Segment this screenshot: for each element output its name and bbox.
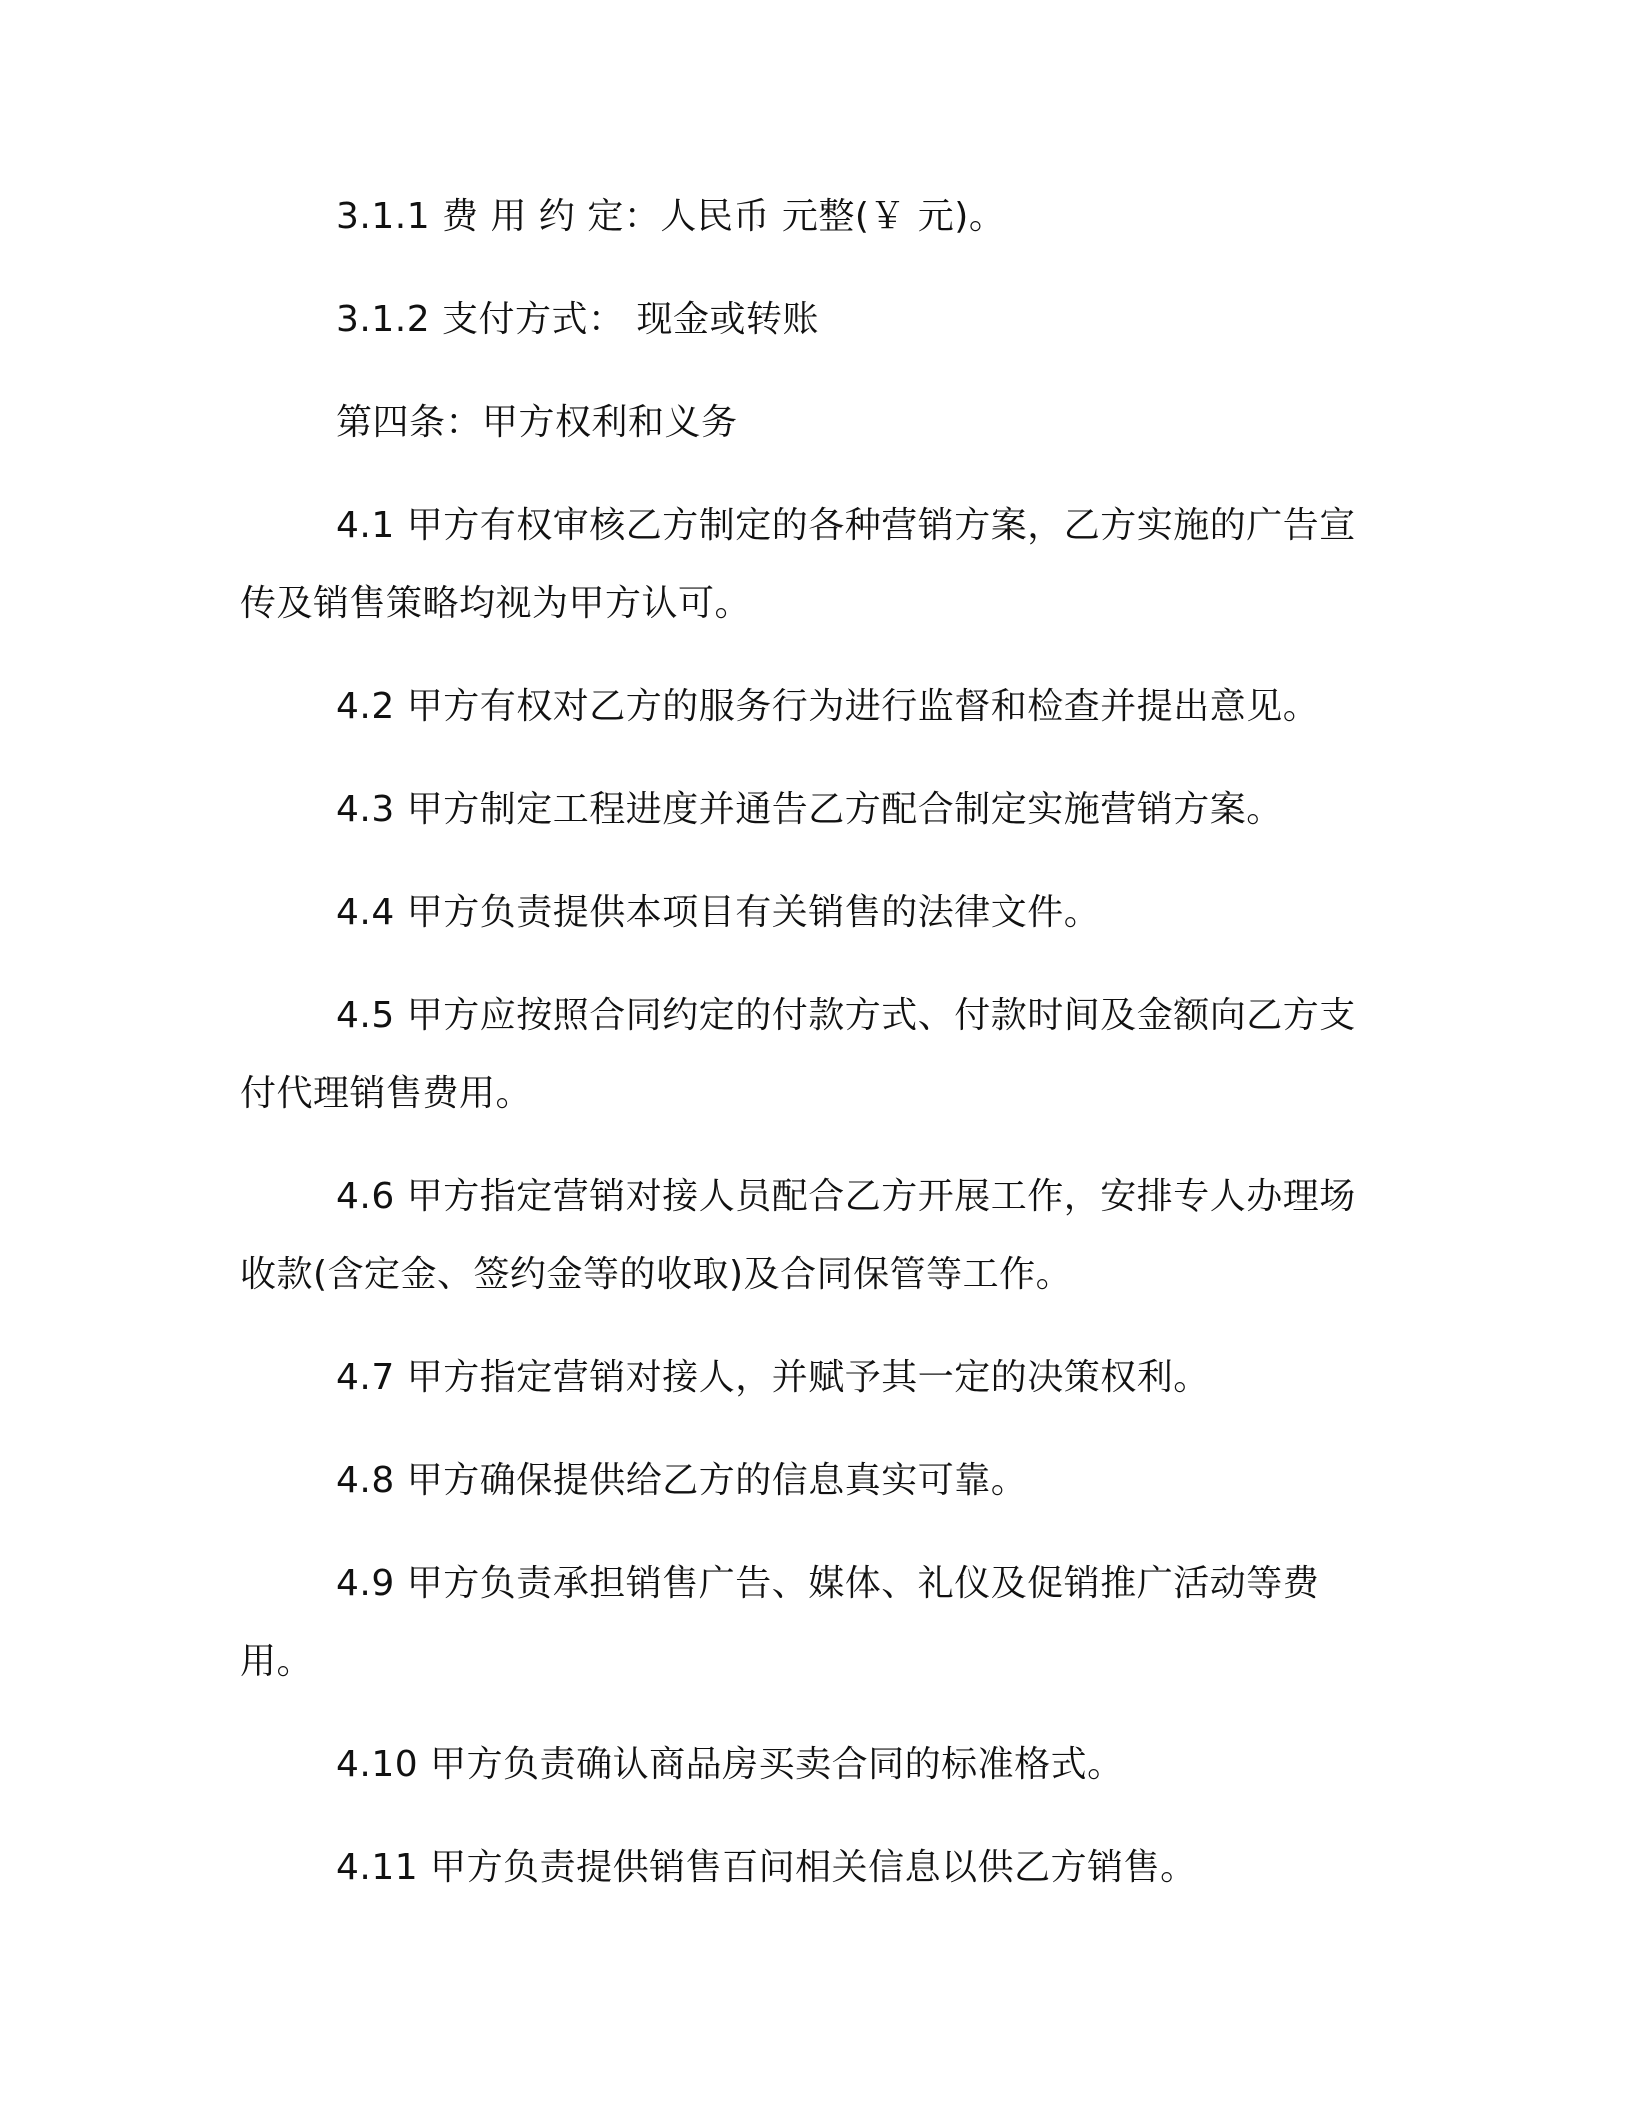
paragraph-gap — [240, 849, 1380, 874]
clause-4-9: 4.9 甲方负责承担销售广告、媒体、礼仪及促销推广活动等费用。 — [240, 1563, 1320, 1682]
paragraph-gap — [240, 462, 1380, 487]
clause-4-4: 4.4 甲方负责提供本项目有关销售的法律文件。 — [336, 892, 1101, 933]
paragraph-gap — [240, 952, 1380, 977]
paragraph-gap — [240, 746, 1380, 771]
clause-4-2: 4.2 甲方有权对乙方的服务行为进行监督和检查并提出意见。 — [336, 686, 1320, 727]
paragraph-gap — [240, 359, 1380, 384]
clause-4-5: 4.5 甲方应按照合同约定的付款方式、付款时间及金额向乙方支付代理销售费用。 — [240, 995, 1356, 1114]
clause-3-1-2: 3.1.2 支付方式： 现金或转账 — [336, 299, 819, 340]
clause-4-6: 4.6 甲方指定营销对接人员配合乙方开展工作，安排专人办理场收款(含定金、签约金等的收取)及合同保管等工作。 — [240, 1176, 1356, 1295]
clause-4-10: 4.10 甲方负责确认商品房买卖合同的标准格式。 — [336, 1744, 1124, 1785]
paragraph-gap — [240, 1417, 1380, 1442]
clause-4-7: 4.7 甲方指定营销对接人，并赋予其一定的决策权利。 — [336, 1357, 1210, 1398]
document-body — [240, 178, 1380, 1907]
paragraph-gap — [240, 256, 1380, 281]
paragraph-gap — [240, 1314, 1380, 1339]
clause-4-11: 4.11 甲方负责提供销售百问相关信息以供乙方销售。 — [336, 1847, 1197, 1888]
paragraph-gap — [240, 1133, 1380, 1158]
clause-4-8: 4.8 甲方确保提供给乙方的信息真实可靠。 — [336, 1460, 1028, 1501]
paragraph-gap — [240, 643, 1380, 668]
paragraph-gap — [240, 1701, 1380, 1726]
clause-3-1-1: 3.1.1 费 用 约 定：人民币 元整(￥ 元)。 — [336, 196, 1006, 237]
clause-4-3: 4.3 甲方制定工程进度并通告乙方配合制定实施营销方案。 — [336, 789, 1283, 830]
paragraph-gap — [240, 1520, 1380, 1545]
clause-4-1: 4.1 甲方有权审核乙方制定的各种营销方案，乙方实施的广告宣传及销售策略均视为甲方认可。 — [240, 505, 1356, 624]
article-4-heading: 第四条：甲方权利和义务 — [336, 402, 738, 443]
paragraph-gap — [240, 1804, 1380, 1829]
